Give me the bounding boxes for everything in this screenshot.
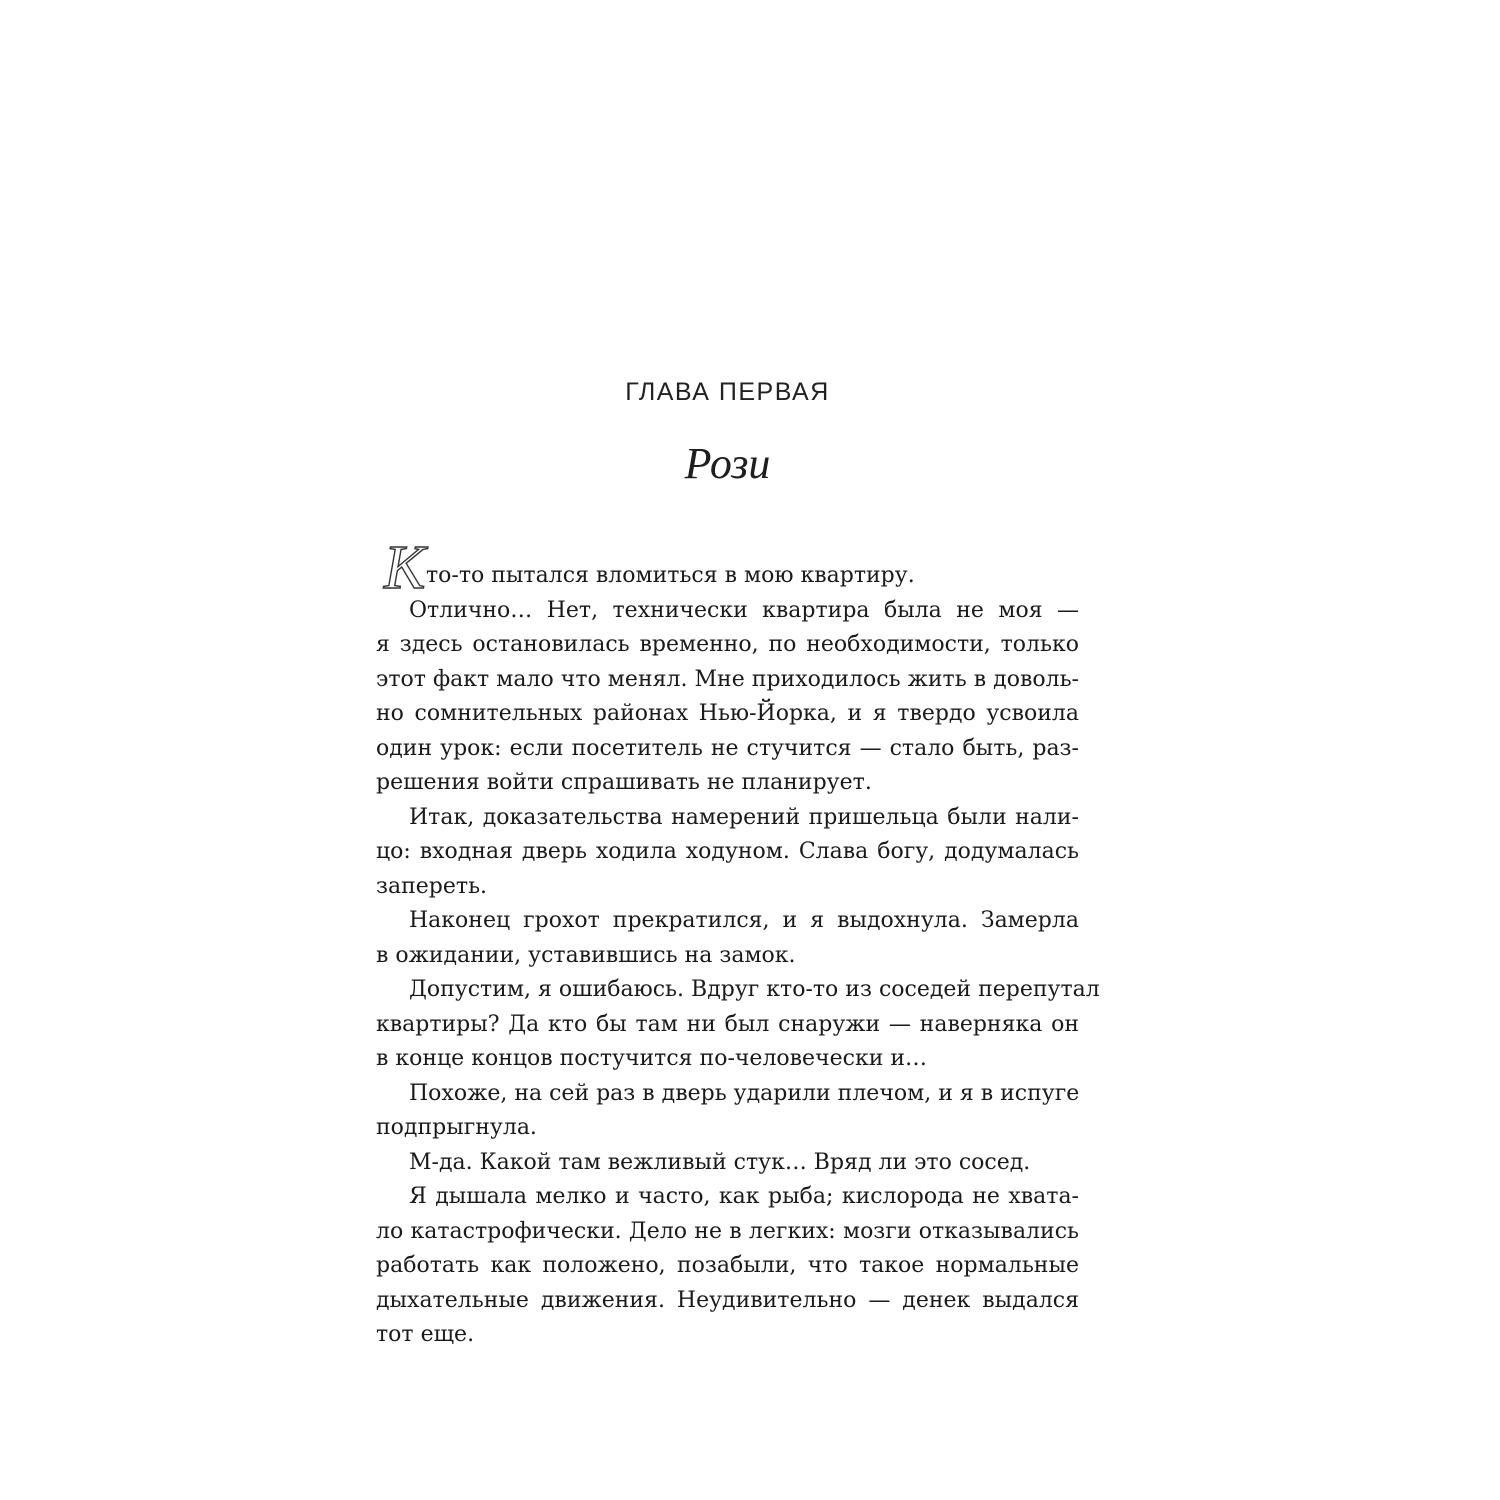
text-line: в ожидании, уставившись на замок.: [376, 942, 796, 968]
text-line: в конце концов постучится по-человечески и…: [376, 1046, 928, 1071]
text-line: но сомнительных районах Нью-Йорка, и я твердо усвоила: [376, 701, 1079, 726]
text-line: один урок: если посетитель не стучится — стало быть, раз-: [376, 735, 1079, 761]
first-line: [376, 534, 1079, 602]
text-line: Я дышала мелко и часто, как рыба; кислорода не хвата-: [409, 1184, 1079, 1209]
text-line: решения войти спрашивать не планирует.: [376, 770, 872, 795]
chapter-title: Рози: [684, 439, 771, 488]
text-line: Наконец грохот прекратился, и я выдохнула. Замерла: [409, 908, 1079, 933]
drop-cap: К: [384, 534, 426, 602]
chapter-label: ГЛАВА ПЕРВАЯ: [625, 378, 830, 406]
text-line: дыхательные движения. Неудивительно — денек выдался: [376, 1287, 1079, 1313]
text-line: М-да. Какой там вежливый стук… Вряд ли это сосед.: [409, 1149, 1031, 1175]
text-line: квартиры? Да кто бы там ни был снаружи — наверняка он: [376, 1011, 1079, 1037]
chapter-body: [376, 534, 1100, 1353]
text-line: этот факт мало что менял. Мне приходилось жить в доволь-: [376, 666, 1079, 692]
text-line: работать как положено, позабыли, что такое нормальные: [376, 1253, 1079, 1278]
text-line: Итак, доказательства намерений пришельца были нали-: [409, 804, 1079, 830]
text-line: ло катастрофически. Дело не в легких: мозги отказывались: [376, 1218, 1079, 1244]
text-line: подпрыгнула.: [376, 1115, 537, 1140]
text-line: тот еще.: [376, 1322, 475, 1347]
text-line: Отлично… Нет, технически квартира была не моя —: [409, 597, 1079, 623]
first-line-text: то-то пытался вломиться в мою квартиру.: [426, 563, 915, 588]
text-line: Похоже, на сей раз в дверь ударили плечом, и я в испуге: [409, 1080, 1080, 1106]
text-line: запереть.: [376, 873, 488, 899]
text-line: Допустим, я ошибаюсь. Вдруг кто-то из соседей перепутал: [409, 977, 1100, 1002]
text-line: я здесь остановилась временно, по необходимости, только: [376, 632, 1079, 657]
text-line: цо: входная дверь ходила ходуном. Слава богу, додумалась: [376, 839, 1079, 864]
